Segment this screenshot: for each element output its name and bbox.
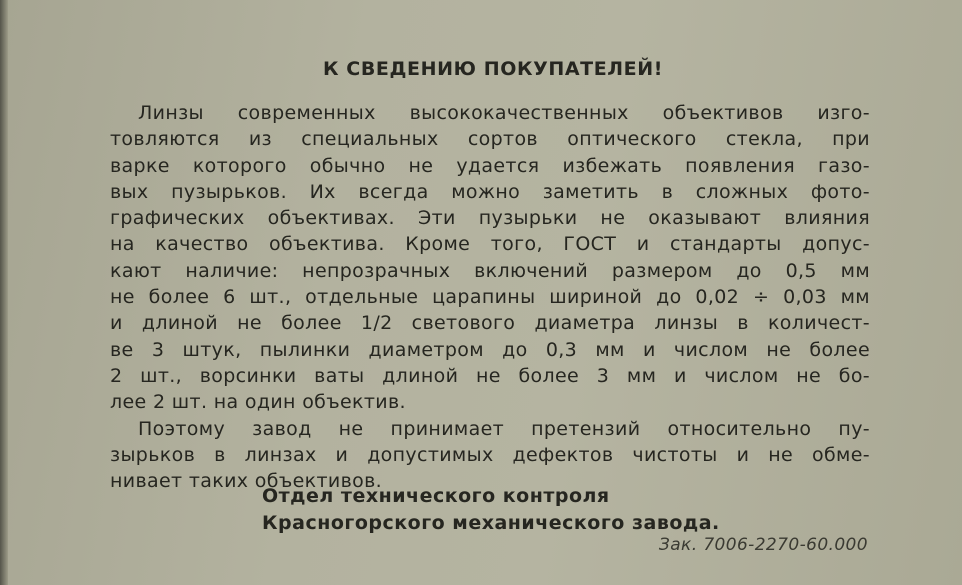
paragraph-1-line-5: графических объективах. Эти пузырьки не оказывают влияния	[110, 207, 870, 230]
paragraph-1-line-12: лее 2 шт. на один объектив.	[110, 391, 406, 414]
paragraph-2-line-2: зырьков в линзах и допустимых дефектов чистоты и не обме-	[110, 443, 870, 466]
paragraph-1-line-7: кают наличие: непрозрачных включений размером до 0,5 мм	[110, 259, 870, 282]
paragraph-1-line-1: Линзы современных высококачественных объективов изго-	[138, 102, 870, 124]
notice-body	[110, 100, 870, 494]
paragraph-1-line-10: ве 3 штук, пылинки диаметром до 0,3 мм и числом не более	[110, 338, 870, 361]
paragraph-1-line-4: вых пузырьков. Их всегда можно заметить в сложных фото-	[110, 180, 870, 203]
paragraph-1-line-6: на качество объектива. Кроме того, ГОСТ и стандарты допус-	[110, 233, 870, 256]
paragraph-1-line-3: варке которого обычно не удается избежать появления газо-	[110, 154, 870, 177]
signature-line-department: Отдел технического контроля	[262, 485, 610, 507]
signature-block	[262, 483, 720, 537]
paragraph-1-line-11: 2 шт., ворсинки ваты длиной не более 3 мм и числом не бо-	[110, 364, 870, 387]
paragraph-1-line-2: товляются из специальных сортов оптического стекла, при	[110, 128, 870, 151]
signature-line-plant: Красногорского механического завода.	[262, 512, 720, 534]
paragraph-1-line-9: и длиной не более 1/2 светового диаметра линзы в количест-	[110, 312, 870, 335]
paragraph-2-line-1: Поэтому завод не принимает претензий относительно пу-	[138, 417, 870, 440]
order-number: Зак. 7006-2270-60.000	[658, 535, 868, 555]
notice-title: К СВЕДЕНИЮ ПОКУПАТЕЛЕЙ!	[322, 58, 664, 80]
paragraph-2-line-3: нивает таких объективов.	[110, 470, 383, 493]
paragraph-1-line-8: не более 6 шт., отдельные царапины шириной до 0,02 ÷ 0,03 мм	[110, 286, 870, 309]
card-edge-shadow	[0, 0, 8, 585]
